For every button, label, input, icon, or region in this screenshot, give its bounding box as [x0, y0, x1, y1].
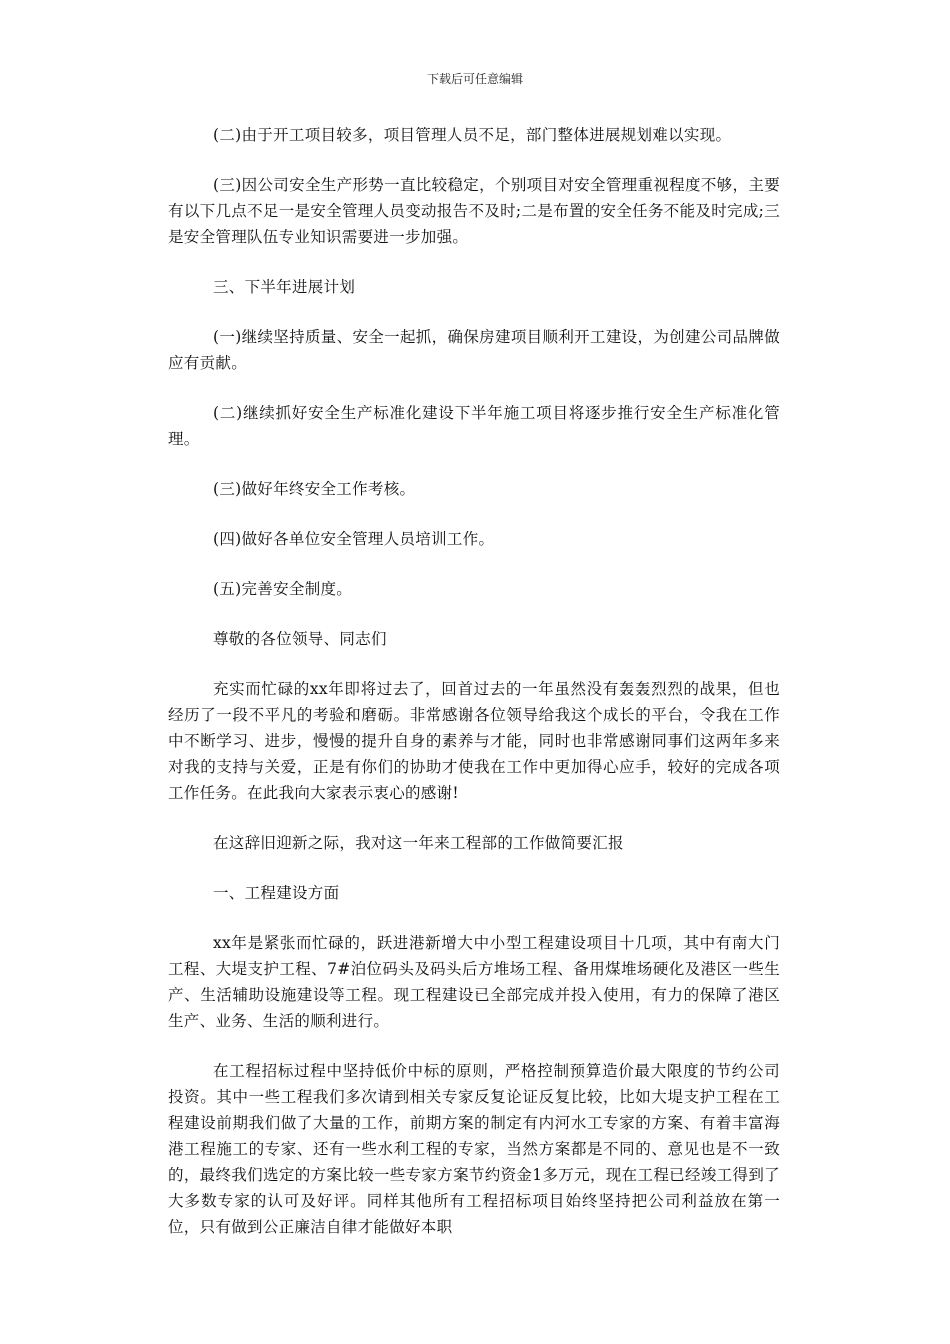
- paragraph: (二)由于开工项目较多，项目管理人员不足，部门整体进展规划难以实现。: [213, 126, 732, 144]
- paragraph: (三)因公司安全生产形势一直比较稳定，个别项目对安全管理重视程度不够，主要有以下几点不足一是安全管理人员变动报告不及时;二是布置的安全任务不能及时完成;三是安全管理队伍专业知识需要进一步加强。: [168, 176, 780, 246]
- paragraph: 充实而忙碌的xx年即将过去了，回首过去的一年虽然没有轰轰烈烈的战果，但也经历了一段不平凡的考验和磨砺。非常感谢各位领导给我这个成长的平台，令我在工作中不断学习、进步，慢慢的提升自身的素养与才能，同时也非常感谢同事们这两年多来对我的支持与关爱，正是有你们的协助才使我在工作中更加得心应手，较好的完成各项工作任务。在此我向大家表示衷心的感谢!: [168, 680, 780, 802]
- paragraph: 在工程招标过程中坚持低价中标的原则，严格控制预算造价最大限度的节约公司投资。其中一些工程我们多次请到相关专家反复论证反复比较，比如大堤支护工程在工程建设前期我们做了大量的工作，前期方案的制定有内河水工专家的方案、有着丰富海港工程施工的专家、还有一些水利工程的专家，当然方案都是不同的、意见也是不一致的，最终我们选定的方案比较一些专家方案节约资金1多万元，现在工程已经竣工得到了大多数专家的认可及好评。同样其他所有工程招标项目始终坚持把公司利益放在第一位，只有做到公正廉洁自律才能做好本职: [168, 1062, 780, 1236]
- paragraph: (五)完善安全制度。: [213, 580, 353, 598]
- page-header: 下载后可任意编辑: [426, 72, 523, 86]
- paragraph: (四)做好各单位安全管理人员培训工作。: [213, 530, 495, 548]
- salutation: 尊敬的各位领导、同志们: [213, 630, 387, 648]
- paragraph: (二)继续抓好安全生产标准化建设下半年施工项目将逐步推行安全生产标准化管理。: [168, 404, 780, 448]
- document-body: [168, 122, 780, 1264]
- paragraph: (三)做好年终安全工作考核。: [213, 480, 416, 498]
- paragraph: (一)继续坚持质量、安全一起抓，确保房建项目顺利开工建设，为创建公司品牌做应有贡献。: [168, 328, 780, 372]
- section-heading: 一、工程建设方面: [213, 884, 340, 902]
- section-heading: 三、下半年进展计划: [213, 278, 356, 296]
- paragraph: 在这辞旧迎新之际，我对这一年来工程部的工作做简要汇报: [213, 834, 624, 852]
- paragraph: xx年是紧张而忙碌的，跃进港新增大中小型工程建设项目十几项，其中有南大门工程、大堤支护工程、7#泊位码头及码头后方堆场工程、备用煤堆场硬化及港区一些生产、生活辅助设施建设等工程。现工程建设已全部完成并投入使用，有力的保障了港区生产、业务、生活的顺利进行。: [168, 934, 780, 1030]
